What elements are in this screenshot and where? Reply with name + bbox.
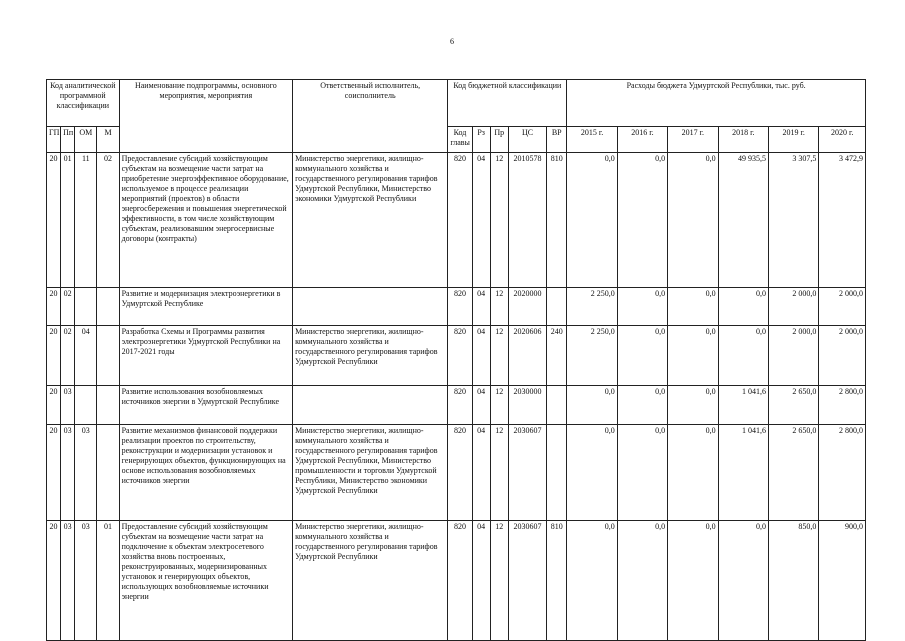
cell-executor: Министерство энергетики, жилищно-коммунального хозяйства и государственного регулирования тарифов Удмуртской Республики xyxy=(293,521,448,641)
cell-glava: 820 xyxy=(448,326,472,386)
cell-2016: 0,0 xyxy=(617,153,667,288)
header-cs: ЦС xyxy=(508,127,546,153)
cell-gp: 20 xyxy=(47,153,61,288)
cell-glava: 820 xyxy=(448,386,472,425)
cell-m: 01 xyxy=(97,521,119,641)
cell-2020: 2 000,0 xyxy=(819,326,866,386)
cell-2016: 0,0 xyxy=(617,288,667,326)
table-row xyxy=(47,386,866,425)
header-pr: Пр xyxy=(490,127,508,153)
header-expenses-group: Расходы бюджета Удмуртской Республики, тыс. руб. xyxy=(567,80,866,127)
cell-pr: 12 xyxy=(490,425,508,521)
cell-2015: 0,0 xyxy=(567,386,617,425)
cell-2019: 850,0 xyxy=(769,521,819,641)
cell-pr: 12 xyxy=(490,386,508,425)
cell-vr: 810 xyxy=(547,521,567,641)
cell-pr: 12 xyxy=(490,153,508,288)
table-row xyxy=(47,521,866,641)
cell-rz: 04 xyxy=(472,153,490,288)
cell-m xyxy=(97,425,119,521)
header-gp: ГП xyxy=(47,127,61,153)
header-code-group: Код аналитической программной классификации xyxy=(47,80,120,127)
cell-om xyxy=(75,386,97,425)
cell-m: 02 xyxy=(97,153,119,288)
page-number: 6 xyxy=(450,37,454,46)
cell-executor: Министерство энергетики, жилищно-коммунального хозяйства и государственного регулирования тарифов Удмуртской Республики, Министерство экономики Удмуртской Республики xyxy=(293,153,448,288)
cell-2019: 2 650,0 xyxy=(769,425,819,521)
header-m: М xyxy=(97,127,119,153)
cell-2017: 0,0 xyxy=(668,386,718,425)
cell-gp: 20 xyxy=(47,425,61,521)
cell-cs: 2020000 xyxy=(508,288,546,326)
cell-2018: 49 935,5 xyxy=(718,153,768,288)
cell-2015: 0,0 xyxy=(567,521,617,641)
cell-name: Развитие механизмов финансовой поддержки реализации проектов по строительству, реконструкции и модернизации установок и генерирующих объектов, функционирующих на основе использования возобновляемых источников энергии xyxy=(119,425,292,521)
cell-name: Предоставление субсидий хозяйствующим субъектам на возмещение части затрат на приобретение энергоэффективное оборудование, используемое в процессе реализации мероприятий (проектов) в области энергосбережения и повышения энергетической эффективности, в том числе хозяйствующим субъектам, реализовавшим энергосервисные договоры (контракты) xyxy=(119,153,292,288)
header-row-1 xyxy=(47,80,866,127)
cell-name: Разработка Схемы и Программы развития электроэнергетики Удмуртской Республики на 2017-2021 годы xyxy=(119,326,292,386)
cell-name: Предоставление субсидий хозяйствующим субъектам на возмещение части затрат на подключение к объектам электросетевого хозяйства вновь построенных, реконструированных, модернизированных установок и генерирующих объектов, использующих возобновляемые источники энергии xyxy=(119,521,292,641)
cell-pp: 02 xyxy=(61,288,75,326)
cell-gp: 20 xyxy=(47,288,61,326)
cell-2017: 0,0 xyxy=(668,326,718,386)
cell-executor xyxy=(293,386,448,425)
cell-cs: 2010578 xyxy=(508,153,546,288)
cell-pp: 03 xyxy=(61,425,75,521)
cell-2020: 900,0 xyxy=(819,521,866,641)
header-year-2020: 2020 г. xyxy=(819,127,866,153)
table-row xyxy=(47,153,866,288)
cell-m xyxy=(97,386,119,425)
cell-cs: 2030000 xyxy=(508,386,546,425)
cell-pp: 01 xyxy=(61,153,75,288)
cell-rz: 04 xyxy=(472,288,490,326)
cell-cs: 2020606 xyxy=(508,326,546,386)
cell-2015: 2 250,0 xyxy=(567,288,617,326)
cell-2018: 1 041,6 xyxy=(718,386,768,425)
header-year-2019: 2019 г. xyxy=(769,127,819,153)
header-pp: Пп xyxy=(61,127,75,153)
cell-2018: 0,0 xyxy=(718,326,768,386)
cell-vr xyxy=(547,386,567,425)
cell-om: 11 xyxy=(75,153,97,288)
header-kod-glavy: Код главы xyxy=(448,127,472,153)
cell-2019: 3 307,5 xyxy=(769,153,819,288)
cell-2017: 0,0 xyxy=(668,521,718,641)
cell-2017: 0,0 xyxy=(668,425,718,521)
cell-2015: 2 250,0 xyxy=(567,326,617,386)
cell-2017: 0,0 xyxy=(668,288,718,326)
cell-rz: 04 xyxy=(472,521,490,641)
header-vr: ВР xyxy=(547,127,567,153)
header-year-2015: 2015 г. xyxy=(567,127,617,153)
cell-2018: 0,0 xyxy=(718,521,768,641)
header-name: Наименование подпрограммы, основного мероприятия, мероприятия xyxy=(119,80,292,153)
cell-m xyxy=(97,326,119,386)
cell-rz: 04 xyxy=(472,386,490,425)
cell-glava: 820 xyxy=(448,153,472,288)
cell-vr: 240 xyxy=(547,326,567,386)
cell-cs: 2030607 xyxy=(508,521,546,641)
cell-pp: 03 xyxy=(61,386,75,425)
cell-2015: 0,0 xyxy=(567,425,617,521)
cell-gp: 20 xyxy=(47,521,61,641)
cell-rz: 04 xyxy=(472,326,490,386)
cell-2015: 0,0 xyxy=(567,153,617,288)
cell-2019: 2 000,0 xyxy=(769,288,819,326)
table-row xyxy=(47,326,866,386)
cell-executor xyxy=(293,288,448,326)
cell-pp: 03 xyxy=(61,521,75,641)
header-year-2016: 2016 г. xyxy=(617,127,667,153)
cell-2016: 0,0 xyxy=(617,386,667,425)
table-row xyxy=(47,288,866,326)
cell-2019: 2 650,0 xyxy=(769,386,819,425)
cell-m xyxy=(97,288,119,326)
cell-name: Развитие использования возобновляемых источников энергии в Удмуртской Республике xyxy=(119,386,292,425)
cell-2020: 2 800,0 xyxy=(819,425,866,521)
cell-executor: Министерство энергетики, жилищно-коммунального хозяйства и государственного регулирования тарифов Удмуртской Республики xyxy=(293,326,448,386)
cell-2020: 3 472,9 xyxy=(819,153,866,288)
cell-rz: 04 xyxy=(472,425,490,521)
header-year-2017: 2017 г. xyxy=(668,127,718,153)
cell-2020: 2 800,0 xyxy=(819,386,866,425)
cell-2016: 0,0 xyxy=(617,425,667,521)
cell-pp: 02 xyxy=(61,326,75,386)
cell-2019: 2 000,0 xyxy=(769,326,819,386)
header-executor: Ответственный исполнитель, соисполнитель xyxy=(293,80,448,153)
cell-pr: 12 xyxy=(490,326,508,386)
cell-glava: 820 xyxy=(448,425,472,521)
cell-om xyxy=(75,288,97,326)
cell-2016: 0,0 xyxy=(617,326,667,386)
cell-vr xyxy=(547,425,567,521)
cell-om: 03 xyxy=(75,521,97,641)
cell-2018: 1 041,6 xyxy=(718,425,768,521)
cell-om: 03 xyxy=(75,425,97,521)
cell-glava: 820 xyxy=(448,288,472,326)
cell-pr: 12 xyxy=(490,521,508,641)
cell-om: 04 xyxy=(75,326,97,386)
cell-vr xyxy=(547,288,567,326)
cell-2017: 0,0 xyxy=(668,153,718,288)
cell-pr: 12 xyxy=(490,288,508,326)
header-rz: Рз xyxy=(472,127,490,153)
cell-gp: 20 xyxy=(47,386,61,425)
cell-2018: 0,0 xyxy=(718,288,768,326)
cell-executor: Министерство энергетики, жилищно-коммунального хозяйства и государственного регулирования тарифов Удмуртской Республики, Министерство промышленности и торговли Удмуртской Республики, Министерство экономики Удмуртской Республики xyxy=(293,425,448,521)
header-year-2018: 2018 г. xyxy=(718,127,768,153)
cell-2016: 0,0 xyxy=(617,521,667,641)
header-budget-code-group: Код бюджетной классификации xyxy=(448,80,567,127)
cell-2020: 2 000,0 xyxy=(819,288,866,326)
cell-glava: 820 xyxy=(448,521,472,641)
budget-table xyxy=(46,79,866,641)
cell-name: Развитие и модернизация электроэнергетики в Удмуртской Республике xyxy=(119,288,292,326)
header-om: ОМ xyxy=(75,127,97,153)
table-row xyxy=(47,425,866,521)
cell-vr: 810 xyxy=(547,153,567,288)
cell-cs: 2030607 xyxy=(508,425,546,521)
cell-gp: 20 xyxy=(47,326,61,386)
